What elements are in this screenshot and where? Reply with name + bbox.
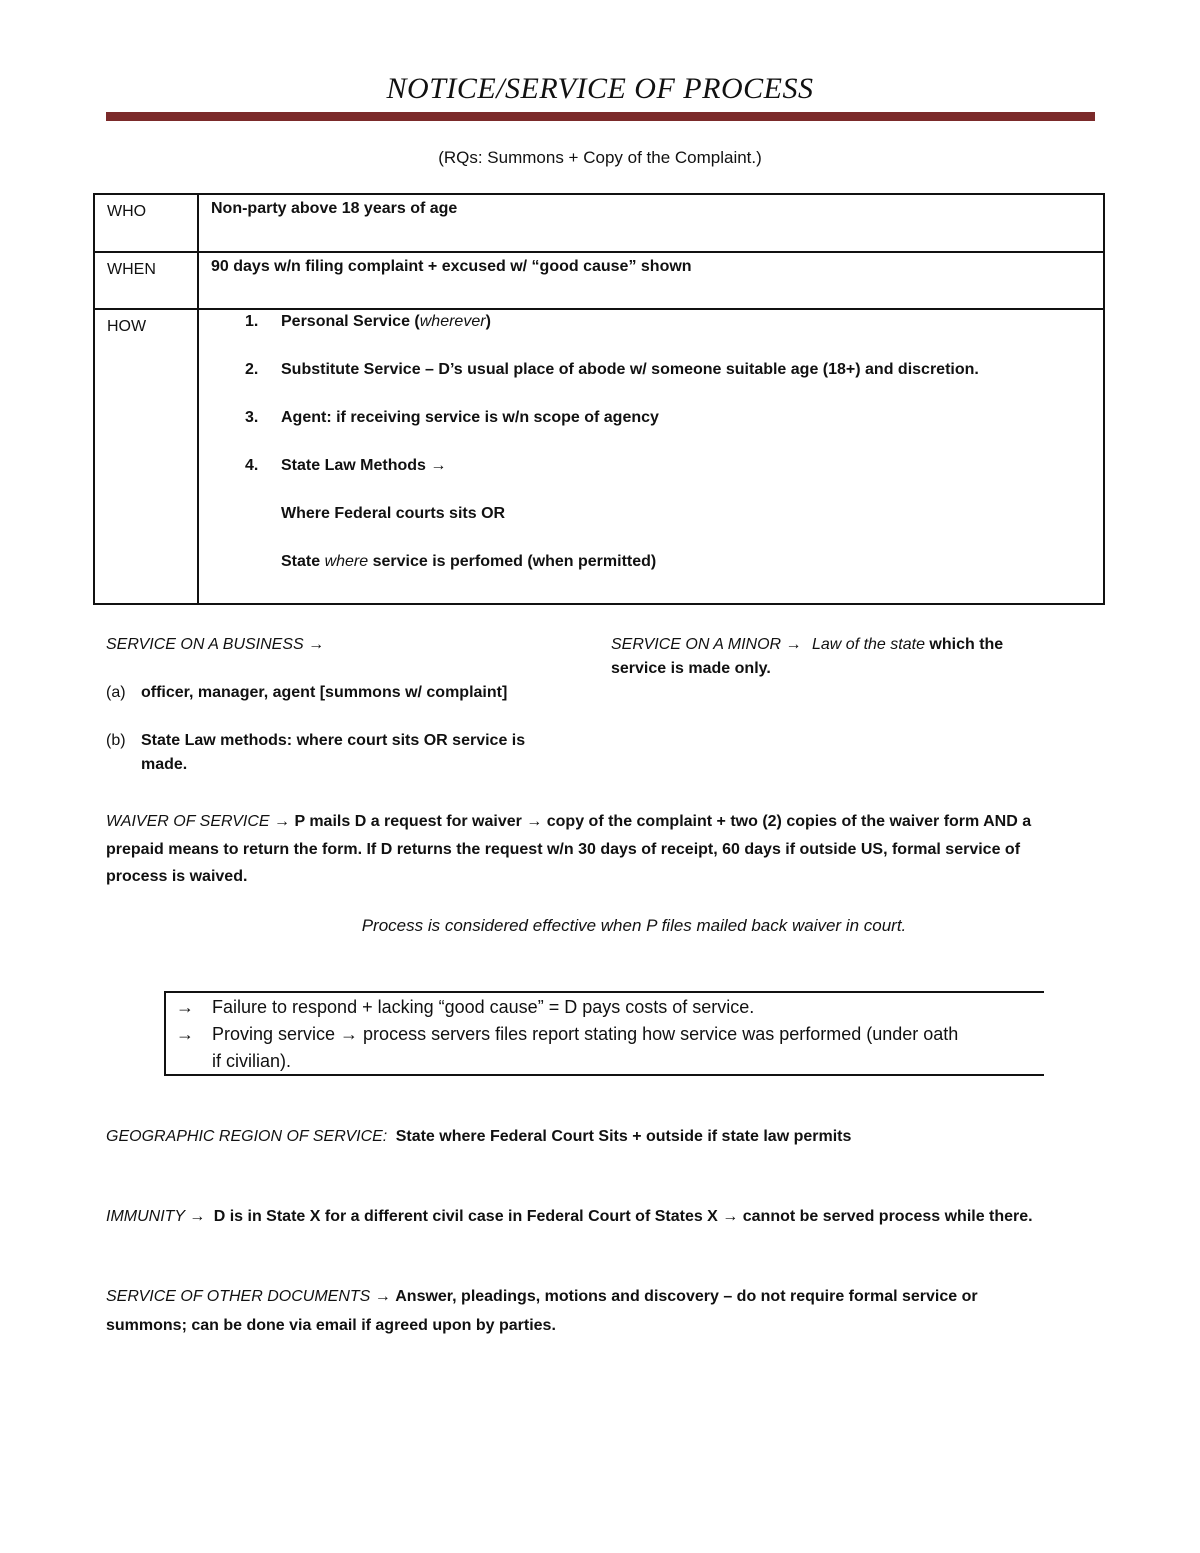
how-item-text: Substitute Service – D’s usual place of abode w/ someone suitable age (18+) and discretion. [281, 361, 979, 378]
table-row-when [94, 252, 1104, 309]
other-docs-text: Answer, pleadings, motions and discovery – do not require formal service or [395, 1288, 978, 1305]
notes-box [164, 991, 1044, 1076]
business-heading: SERVICE ON A BUSINESS → [106, 636, 325, 653]
who-value: Non-party above 18 years of age [198, 194, 1104, 252]
minor-section [611, 636, 1003, 654]
business-item-marker: (a) [106, 684, 126, 701]
how-item-text: Personal Service ( [281, 313, 420, 330]
arrow-icon: → [176, 997, 194, 1017]
how-subitem-text: Where Federal courts sits OR [281, 505, 506, 522]
business-item-marker: (b) [106, 732, 126, 749]
geographic-section [106, 1128, 851, 1146]
how-subitem-lead: State [281, 553, 325, 570]
how-item-italic: wherever [419, 313, 486, 330]
other-docs-line1 [106, 1288, 978, 1306]
geographic-text: State where Federal Court Sits + outside if state law permits [395, 1128, 852, 1145]
immunity-heading: IMMUNITY → [106, 1208, 206, 1225]
arrow-icon: → [176, 1024, 194, 1044]
waiver-line2: prepaid means to return the form. If D returns the request w/n 30 days of receipt, 60 days if outside US, formal service of [106, 841, 1021, 858]
geographic-heading: GEOGRAPHIC REGION OF SERVICE: [106, 1128, 388, 1145]
box-line-cont: if civilian). [212, 1051, 292, 1071]
waiver-effective: Process is considered effective when P files mailed back waiver in court. [361, 916, 907, 935]
minor-heading: SERVICE ON A MINOR → [611, 636, 802, 653]
minor-tail: which the [924, 636, 1004, 653]
title-rule [106, 112, 1095, 121]
waiver-line3: process is waived. [106, 868, 248, 885]
how-item-tail: ) [485, 313, 491, 330]
who-label: WHO [94, 194, 198, 252]
box-line-proving [176, 1024, 958, 1045]
table-row-who [94, 194, 1104, 252]
box-text: Failure to respond + lacking “good cause” = D pays costs of service. [212, 997, 755, 1017]
how-item-text: State Law Methods → [281, 457, 447, 474]
minor-italic: Law of the state [812, 636, 925, 653]
immunity-text: D is in State X for a different civil case in Federal Court of States X → cannot be served process while there. [213, 1208, 1033, 1225]
when-value: 90 days w/n filing complaint + excused w/ “good cause” shown [198, 252, 1104, 309]
service-table [93, 193, 1105, 605]
other-docs-line2: summons; can be done via email if agreed upon by parties. [106, 1317, 556, 1334]
immunity-section [106, 1208, 1033, 1226]
business-item-text: officer, manager, agent [summons w/ complaint] [141, 684, 508, 701]
waiver-text: P mails D a request for waiver → copy of the complaint + two (2) copies of the waiver form AND a [294, 813, 1032, 830]
how-subitem-italic: where [324, 553, 369, 570]
box-line-failure [176, 997, 754, 1018]
business-item-text: State Law methods: where court sits OR service is [141, 732, 526, 749]
how-subitem-tail: service is perfomed (when permitted) [368, 553, 657, 570]
business-item-text-cont: made. [141, 756, 188, 773]
minor-line2: service is made only. [611, 660, 771, 677]
table-row-how [94, 309, 1104, 604]
how-value [198, 309, 1104, 604]
business-item-b [106, 732, 566, 773]
waiver-heading: WAIVER OF SERVICE → [106, 813, 291, 830]
how-item-number: 2. [245, 361, 259, 378]
other-docs-heading: SERVICE OF OTHER DOCUMENTS → [106, 1288, 391, 1305]
subtitle: (RQs: Summons + Copy of the Complaint.) [438, 148, 762, 167]
when-label: WHEN [94, 252, 198, 309]
business-item-a [106, 684, 508, 702]
how-item-number: 3. [245, 409, 259, 426]
how-label: HOW [94, 309, 198, 604]
box-text: Proving service → process servers files report stating how service was performed (under oath [212, 1024, 959, 1044]
how-item-number: 4. [245, 457, 259, 474]
waiver-line1 [106, 813, 1031, 831]
page-title: NOTICE/SERVICE OF PROCESS [386, 72, 814, 105]
how-item-text: Agent: if receiving service is w/n scope of agency [281, 409, 659, 426]
how-item-number: 1. [245, 313, 259, 330]
